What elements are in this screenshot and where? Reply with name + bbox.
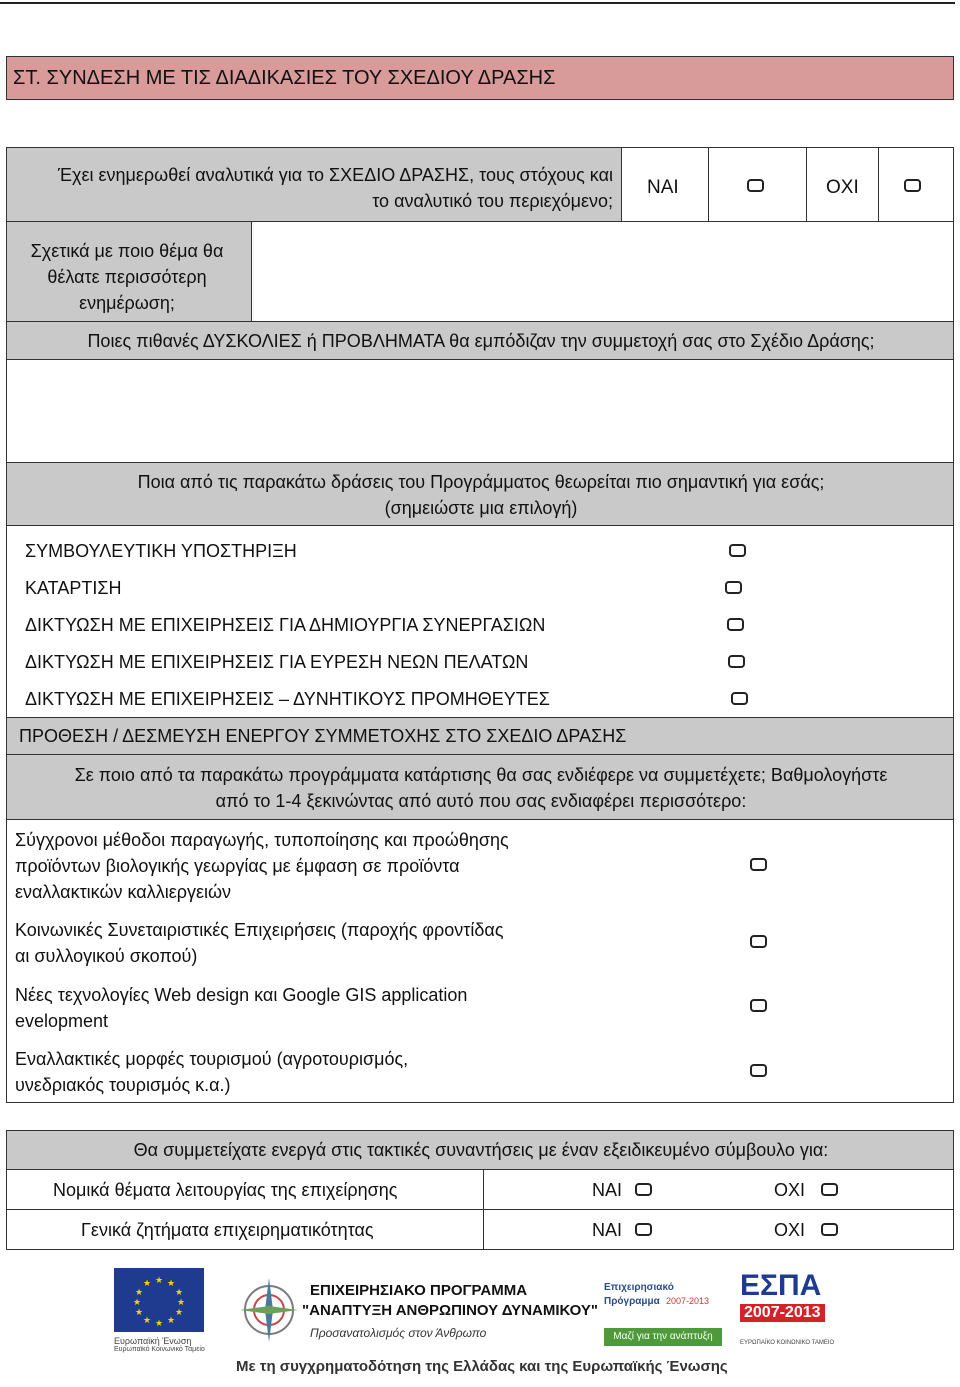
- q6-yes-checkbox[interactable]: [635, 1223, 652, 1236]
- q1-yes-cell: [621, 147, 709, 222]
- q2-answer-field[interactable]: [251, 221, 954, 322]
- q4-option-label: ΔΙΚΤΥΩΣΗ ΜΕ ΕΠΙΧΕΙΡΗΣΕΙΣ ΓΙΑ ΔΗΜΙΟΥΡΓΙΑ ΣΥΝΕΡΓΑΣΙΩΝ: [25, 615, 546, 635]
- svg-text:★: ★: [174, 1288, 184, 1298]
- program-text-line: υνεδριακός τουρισμός κ.α.): [15, 1075, 231, 1095]
- section-title: ΣΤ. ΣΥΝΔΕΣΗ ΜΕ ΤΙΣ ΔΙΑΔΙΚΑΣΙΕΣ ΤΟΥ ΣΧΕΔΙΟΥ ΔΡΑΣΗΣ: [13, 67, 556, 89]
- program-rank-box[interactable]: [750, 999, 767, 1012]
- svg-text:★: ★: [134, 1288, 144, 1298]
- q4-line2: (σημειώστε μια επιλογή): [384, 498, 578, 518]
- q4-line1: Ποια από τις παρακάτω δράσεις του Προγράμματος θεωρείται πιο σημαντική για εσάς;: [137, 472, 825, 492]
- program-item: [15, 827, 575, 905]
- intent-header-text: ΠΡΟΘΕΣΗ / ΔΕΣΜΕΥΣΗ ΕΝΕΡΓΟΥ ΣΥΜΜΕΤΟΧΗΣ ΣΤΟ ΣΧΕΔΙΟ ΔΡΑΣΗΣ: [19, 726, 627, 746]
- q2-line2: θέλατε περισσότερη: [47, 267, 207, 287]
- op-title-line1: ΕΠΙΧΕΙΡΗΣΙΑΚΟ ΠΡΟΓΡΑΜΜΑ: [310, 1282, 528, 1299]
- q5-question-cell: [6, 754, 954, 820]
- svg-text:★: ★: [154, 1276, 164, 1286]
- program-text-line: Σύγχρονοι μέθοδοι παραγωγής, τυποποίησης και προώθησης: [15, 830, 509, 850]
- q1-no-checkbox-cell: [878, 147, 954, 222]
- program-text-line: Κοινωνικές Συνεταιριστικές Επιχειρήσεις (παροχής φροντίδας: [15, 920, 504, 940]
- q6-row-label-cell: [6, 1209, 484, 1250]
- q6-yes-checkbox[interactable]: [635, 1183, 652, 1196]
- q1-no-label: ΟΧΙ: [826, 177, 859, 198]
- op-title-line2: "ΑΝΑΠΤΥΞΗ ΑΝΘΡΩΠΙΝΟΥ ΔΥΝΑΜΙΚΟΥ": [302, 1302, 599, 1319]
- ep-logo: [574, 1272, 724, 1356]
- ep-title2: Πρόγραμμα: [604, 1296, 660, 1307]
- eu-flag-icon: [114, 1268, 204, 1332]
- q6-row-answer-cell: [483, 1169, 954, 1210]
- svg-text:★: ★: [174, 1308, 184, 1318]
- q6-no-label: ΟΧΙ: [774, 1180, 806, 1200]
- program-item: [15, 982, 575, 1034]
- intent-header: [6, 717, 954, 755]
- q6-title: Θα συμμετείχατε ενεργά στις τακτικές συναντήσεις με έναν εξειδικευμένο σύμβουλο για:: [133, 1140, 829, 1160]
- q3-question-cell: [6, 321, 954, 360]
- q4-option-checkbox[interactable]: [729, 544, 746, 557]
- svg-text:★: ★: [166, 1316, 176, 1326]
- q1-yes-checkbox-cell: [708, 147, 807, 222]
- svg-text:★: ★: [142, 1316, 152, 1326]
- svg-text:★: ★: [166, 1279, 176, 1289]
- q2-question-cell: [6, 221, 252, 322]
- q4-option-checkbox[interactable]: [725, 581, 742, 594]
- svg-text:★: ★: [142, 1279, 152, 1289]
- q6-yes-label: ΝΑΙ: [592, 1180, 623, 1200]
- program-text-line: Νέες τεχνολογίες Web design και Google GIS application: [15, 985, 468, 1005]
- q4-options-panel: [6, 525, 954, 718]
- q4-option-checkbox[interactable]: [728, 655, 745, 668]
- q1-question-cell: [6, 147, 622, 222]
- program-item: [15, 917, 575, 969]
- op-logo: [240, 1270, 599, 1356]
- q4-option-label: ΚΑΤΑΡΤΙΣΗ: [25, 578, 122, 598]
- q1-no-checkbox[interactable]: [904, 179, 921, 192]
- q6-row-label: Γενικά ζητήματα επιχειρηματικότητας: [81, 1220, 374, 1240]
- program-rank-box[interactable]: [750, 1064, 767, 1077]
- q1-yes-label: ΝΑΙ: [647, 177, 679, 198]
- espa-logo: [740, 1270, 850, 1354]
- q1-line1: Έχει ενημερωθεί αναλυτικά για το ΣΧΕΔΙΟ ΔΡΑΣΗΣ, τους στόχους και: [57, 165, 613, 185]
- svg-text:★: ★: [154, 1319, 164, 1329]
- q4-option-checkbox[interactable]: [731, 692, 748, 705]
- cofinance-line: Με τη συγχρηματοδότηση της Ελλάδας και της Ευρωπαϊκής Ένωσης: [236, 1358, 728, 1375]
- q3-answer-field[interactable]: [6, 359, 954, 463]
- eu-logo: [114, 1268, 210, 1370]
- ep-years: 2007-2013: [666, 1296, 710, 1306]
- q2-line1: Σχετικά με ποιο θέμα θα: [30, 241, 224, 261]
- q5-line1: Σε ποιο από τα παρακάτω προγράμματα κατάρτισης θα σας ενδιέφερε να συμμετέχετε; Βαθμολογήστε: [74, 765, 888, 785]
- espa-years: 2007-2013: [740, 1304, 825, 1322]
- q2-line3: ενημέρωση;: [79, 293, 175, 313]
- q4-question-cell: [6, 462, 954, 526]
- ep-slogan: Μαζί για την ανάπτυξη: [604, 1328, 722, 1346]
- q1-no-cell: [806, 147, 879, 222]
- q6-row-label-cell: [6, 1169, 484, 1210]
- op-tagline: Προσανατολισμός στον Άνθρωπο: [310, 1326, 487, 1340]
- q1-line2: το αναλυτικό του περιεχόμενο;: [372, 191, 613, 211]
- svg-text:★: ★: [134, 1308, 144, 1318]
- program-item: [15, 1046, 575, 1098]
- q6-row-answer-cell: [483, 1209, 954, 1250]
- eu-fund-label: Ευρωπαϊκό Κοινωνικό Ταμείο: [114, 1346, 205, 1353]
- q6-no-checkbox[interactable]: [821, 1183, 838, 1196]
- q5-programs-panel: [6, 819, 954, 1103]
- q4-option-label: ΣΥΜΒΟΥΛΕΥΤΙΚΗ ΥΠΟΣΤΗΡΙΞΗ: [25, 541, 297, 561]
- q4-option-label: ΔΙΚΤΥΩΣΗ ΜΕ ΕΠΙΧΕΙΡΗΣΕΙΣ ΓΙΑ ΕΥΡΕΣΗ ΝΕΩΝ ΠΕΛΑΤΩΝ: [25, 652, 529, 672]
- section-header: [6, 56, 954, 100]
- top-rule: [0, 2, 955, 4]
- q3-text: Ποιες πιθανές ΔΥΣΚΟΛΙΕΣ ή ΠΡΟΒΛΗΜΑΤΑ θα εμπόδιζαν την συμμετοχή σας στο Σχέδιο Δράσης;: [87, 331, 875, 351]
- q5-line2: από το 1-4 ξεκινώντας από αυτό που σας ενδιαφέρει περισσότερο:: [215, 791, 747, 811]
- program-rank-box[interactable]: [750, 935, 767, 948]
- svg-text:★: ★: [176, 1298, 186, 1308]
- q6-no-checkbox[interactable]: [821, 1223, 838, 1236]
- program-text-line: εναλλακτικών καλλιεργειών: [15, 882, 232, 902]
- program-text-line: evelopment: [15, 1011, 109, 1031]
- ep-title1: Επιχειρησιακό: [604, 1282, 674, 1293]
- compass-emblem-icon: [240, 1270, 298, 1350]
- q4-option-checkbox[interactable]: [727, 618, 744, 631]
- program-text-line: προϊόντων βιολογικής γεωργίας με έμφαση σε προϊόντα: [15, 856, 460, 876]
- q1-yes-checkbox[interactable]: [747, 179, 764, 192]
- program-text-line: Εναλλακτικές μορφές τουρισμού (αγροτουρισμός,: [15, 1049, 409, 1069]
- espa-fund: ΕΥΡΩΠΑΪΚΟ ΚΟΙΝΩΝΙΚΟ ΤΑΜΕΙΟ: [740, 1340, 835, 1346]
- q6-no-label: ΟΧΙ: [774, 1220, 806, 1240]
- program-rank-box[interactable]: [750, 858, 767, 871]
- q6-yes-label: ΝΑΙ: [592, 1220, 623, 1240]
- espa-title: ΕΣΠΑ: [740, 1269, 822, 1302]
- program-text-line: αι συλλογικού σκοπού): [15, 946, 198, 966]
- q6-row-label: Νομικά θέματα λειτουργίας της επιχείρησης: [53, 1180, 398, 1200]
- svg-text:★: ★: [132, 1298, 142, 1308]
- q6-question-cell: [6, 1130, 954, 1170]
- eu-label: Ευρωπαϊκή Ένωση: [114, 1336, 192, 1346]
- q4-option-label: ΔΙΚΤΥΩΣΗ ΜΕ ΕΠΙΧΕΙΡΗΣΕΙΣ – ΔΥΝΗΤΙΚΟΥΣ ΠΡΟΜΗΘΕΥΤΕΣ: [25, 689, 550, 709]
